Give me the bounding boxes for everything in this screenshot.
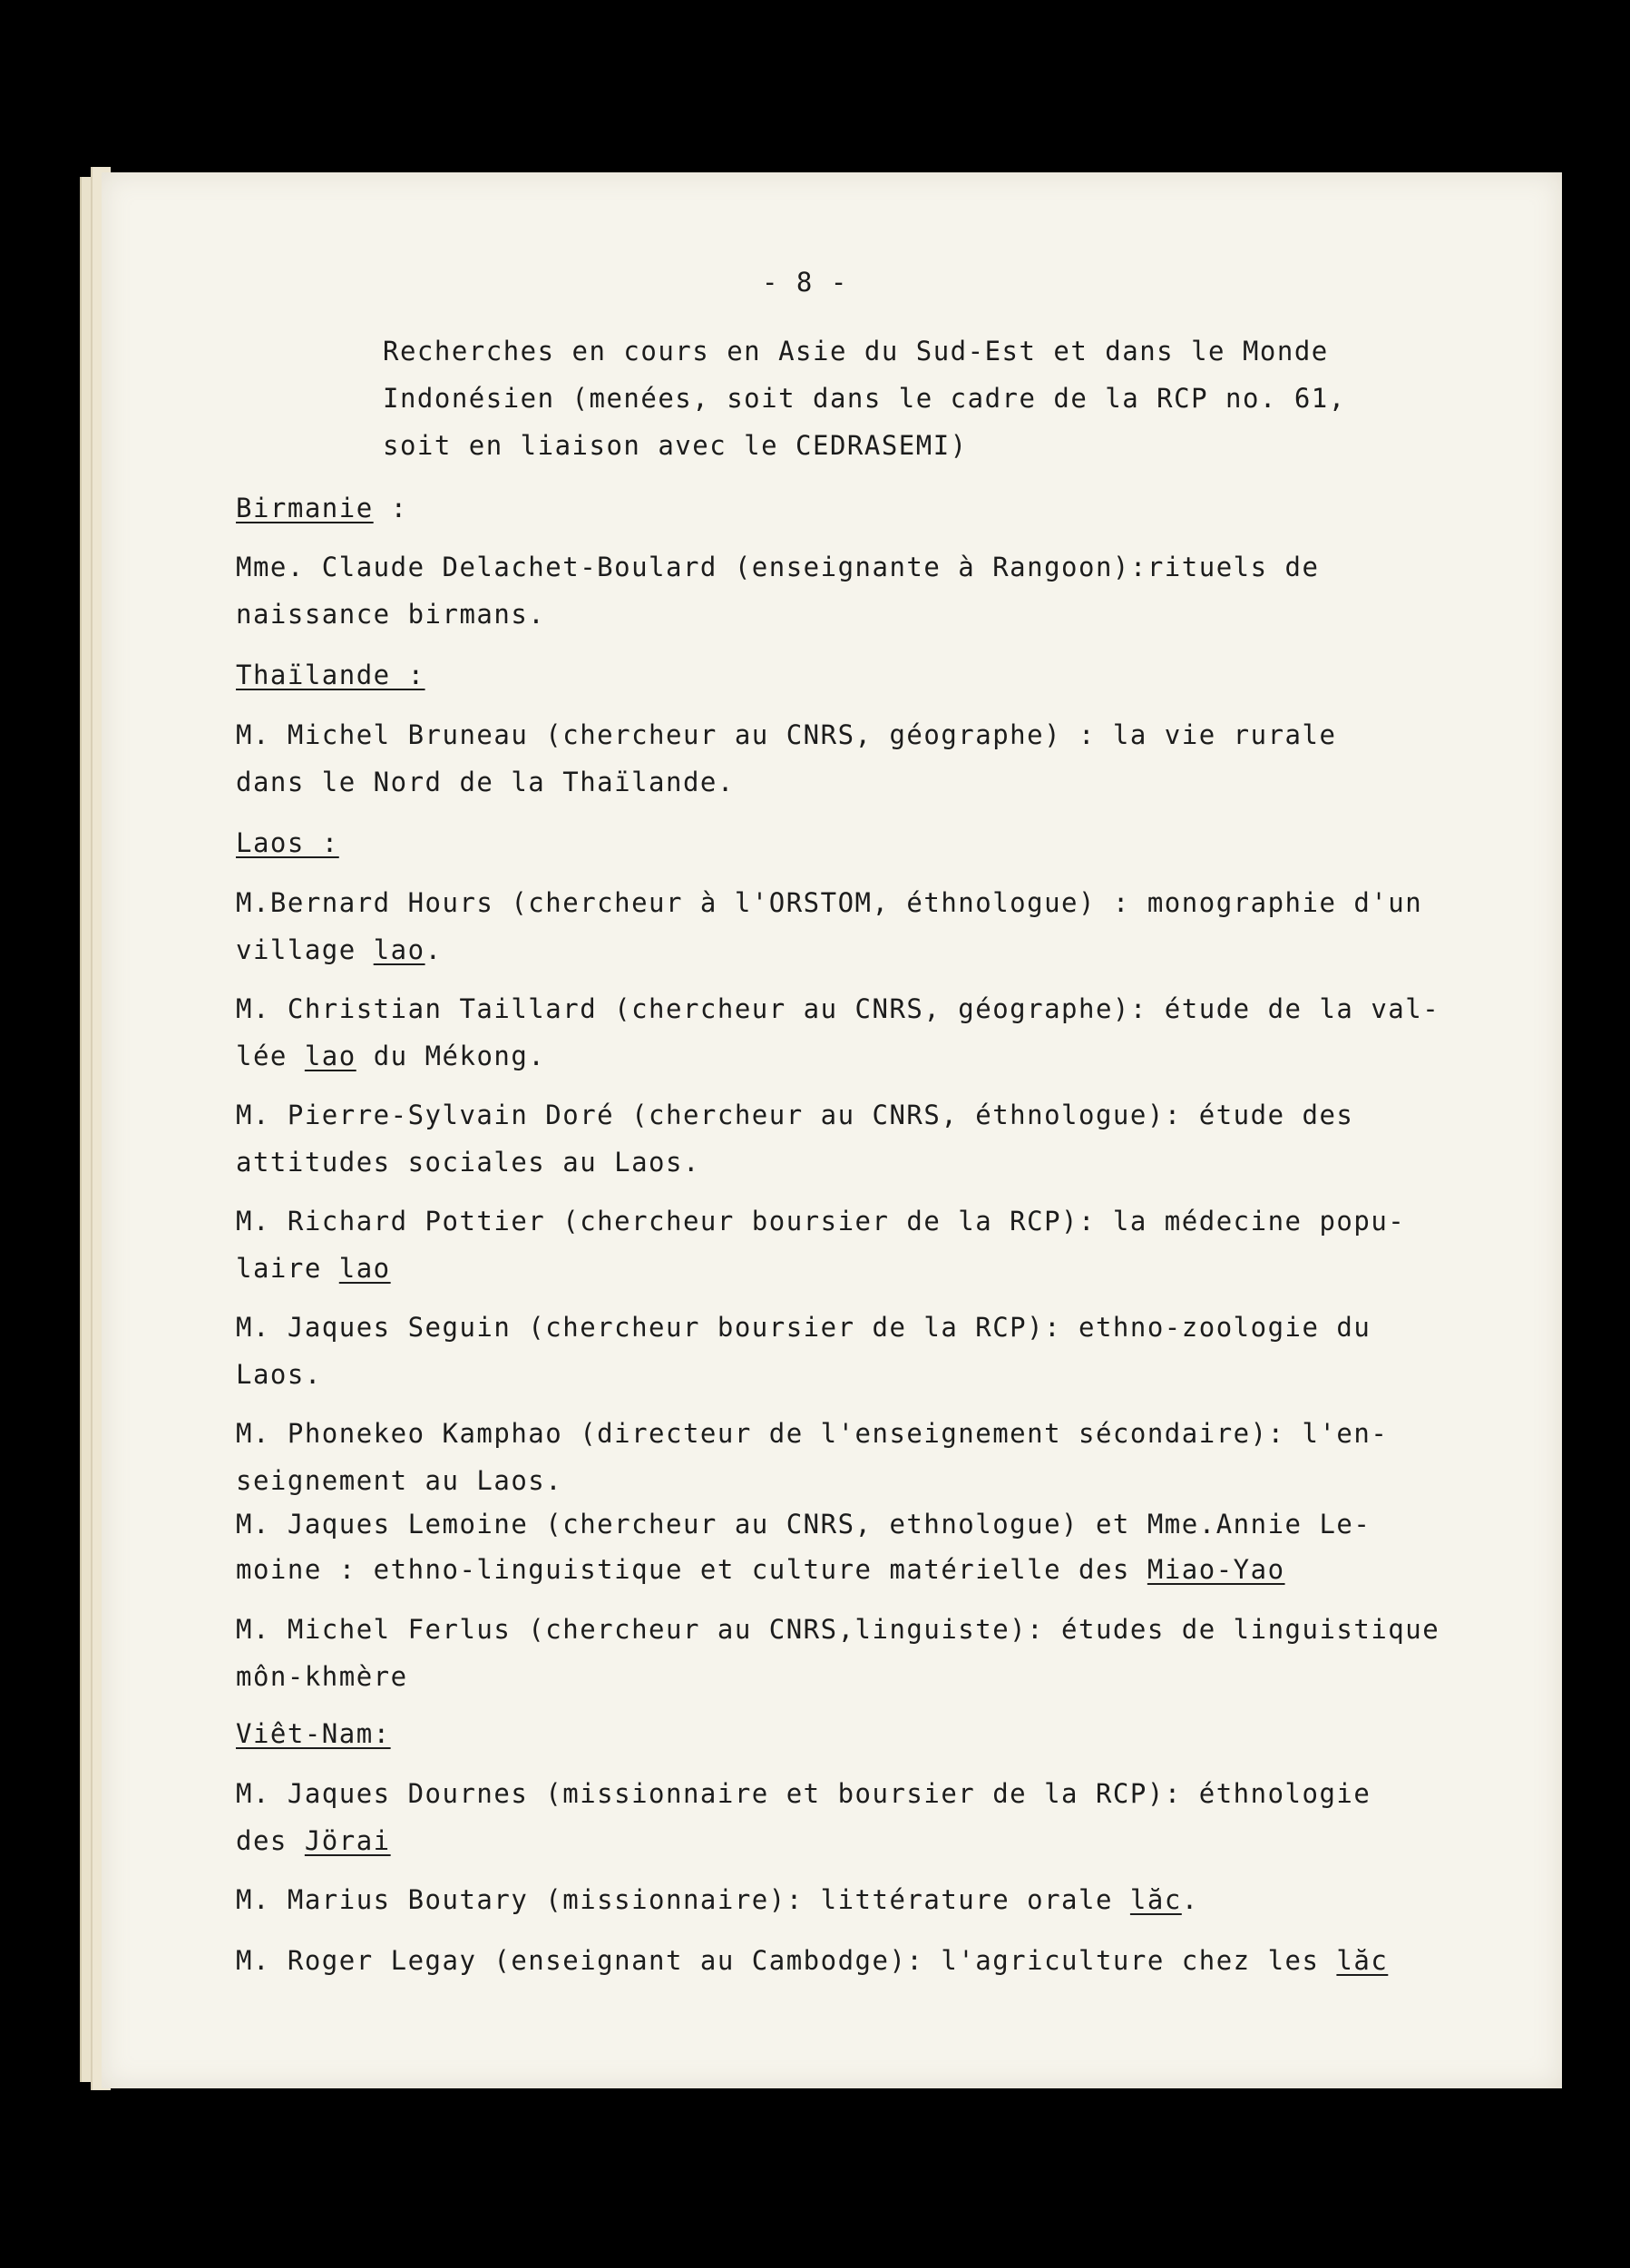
entry-bruneau-line-2: dans le Nord de la Thaïlande.: [236, 767, 735, 797]
entry-dore-line-1: M. Pierre-Sylvain Doré (chercheur au CNRS, éthnologue): étude des: [236, 1100, 1354, 1130]
entry-dournes-line-1: M. Jaques Dournes (missionnaire et boursier de la RCP): éthnologie: [236, 1778, 1371, 1809]
entry-lemoine-line-2: moine : ethno-linguistique et culture matérielle des Miao-Yao: [236, 1554, 1285, 1585]
entry-ferlus-line-2: môn-khmère: [236, 1661, 408, 1692]
entry-delachet-boulard-line-2: naissance birmans.: [236, 599, 546, 630]
entry-pottier-line-1: M. Richard Pottier (chercheur boursier de la RCP): la médecine popu-: [236, 1206, 1406, 1237]
entry-legay: M. Roger Legay (enseignant au Cambodge): l'agriculture chez les lăc: [236, 1945, 1389, 1976]
intro-line-3: soit en liaison avec le CEDRASEMI): [383, 430, 968, 461]
entry-delachet-boulard-line-1: Mme. Claude Delachet-Boulard (enseignante à Rangoon):rituels de: [236, 552, 1320, 582]
entry-bruneau-line-1: M. Michel Bruneau (chercheur au CNRS, géographe) : la vie rurale: [236, 719, 1337, 750]
entry-taillard-line-1: M. Christian Taillard (chercheur au CNRS, géographe): étude de la val-: [236, 993, 1440, 1024]
entry-taillard-line-2: lée lao du Mékong.: [236, 1041, 546, 1071]
entry-seguin-line-2: Laos.: [236, 1359, 322, 1390]
entry-hours-line-1: M.Bernard Hours (chercheur à l'ORSTOM, éthnologue) : monographie d'un: [236, 887, 1423, 918]
entry-ferlus-line-1: M. Michel Ferlus (chercheur au CNRS,linguiste): études de linguistique: [236, 1614, 1440, 1645]
entry-pottier-line-2: laire lao: [236, 1253, 391, 1284]
entry-dore-line-2: attitudes sociales au Laos.: [236, 1147, 700, 1178]
entry-seguin-line-1: M. Jaques Seguin (chercheur boursier de la RCP): ethno-zoologie du: [236, 1312, 1371, 1343]
heading-birmanie: Birmanie :: [236, 493, 408, 523]
intro-line-2: Indonésien (menées, soit dans le cadre de la RCP no. 61,: [383, 383, 1346, 414]
entry-hours-line-2: village lao.: [236, 934, 443, 965]
entry-kamphao-line-2: seignement au Laos.: [236, 1465, 563, 1496]
entry-boutary: M. Marius Boutary (missionnaire): littérature orale lăc.: [236, 1884, 1199, 1915]
heading-vietnam: Viêt-Nam:: [236, 1718, 391, 1749]
intro-line-1: Recherches en cours en Asie du Sud-Est et dans le Monde: [383, 336, 1329, 367]
heading-thailande: Thaïlande :: [236, 660, 425, 690]
heading-laos: Laos :: [236, 827, 339, 858]
page-number: - 8 -: [762, 267, 848, 298]
entry-dournes-line-2: des Jörai: [236, 1825, 391, 1856]
entry-lemoine-line-1: M. Jaques Lemoine (chercheur au CNRS, ethnologue) et Mme.Annie Le-: [236, 1509, 1371, 1540]
entry-kamphao-line-1: M. Phonekeo Kamphao (directeur de l'enseignement sécondaire): l'en-: [236, 1418, 1389, 1449]
